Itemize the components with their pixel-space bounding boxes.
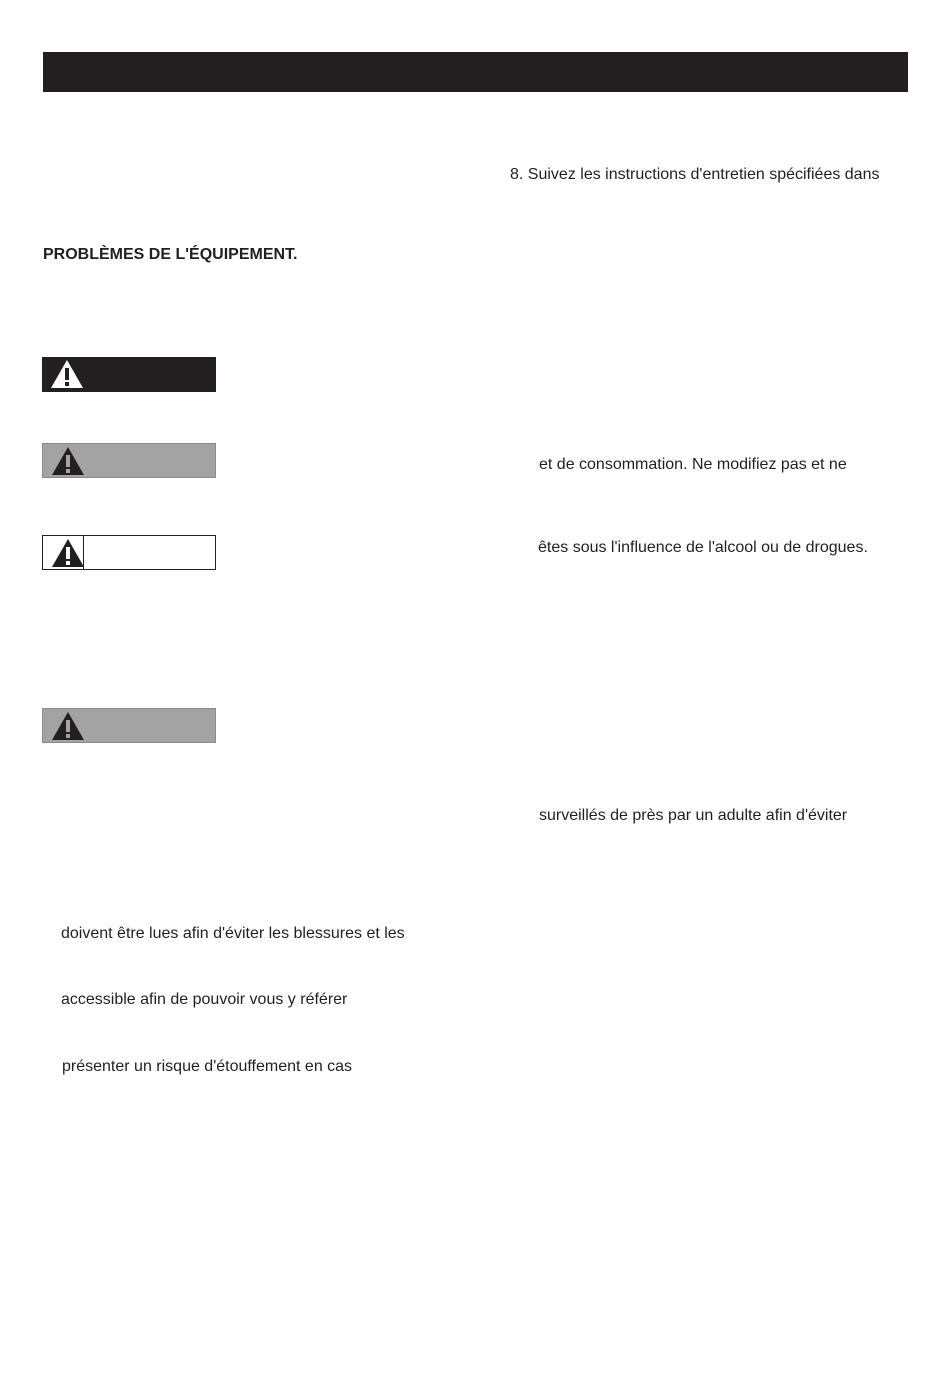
influence-text: êtes sous l'influence de l'alcool ou de drogues.: [538, 539, 868, 556]
signal-panel-caution: [42, 535, 216, 570]
item-8-text: 8. Suivez les instructions d'entretien spécifiées dans: [510, 166, 880, 183]
warning-triangle-icon: [50, 359, 84, 389]
signal-panel-danger: [42, 357, 216, 392]
accessible-text: accessible afin de pouvoir vous y référer: [61, 991, 348, 1008]
consumption-text: et de consommation. Ne modifiez pas et ne: [539, 456, 847, 473]
header-bar: [43, 52, 908, 92]
read-instructions-text: doivent être lues afin d'éviter les blessures et les: [61, 925, 405, 942]
panel-divider: [83, 536, 84, 569]
warning-triangle-icon: [51, 446, 85, 476]
warning-triangle-icon: [51, 711, 85, 741]
signal-panel-warning: [42, 443, 216, 478]
warning-triangle-icon: [51, 538, 85, 568]
section-heading: PROBLÈMES DE L'ÉQUIPEMENT.: [43, 246, 298, 263]
choking-risk-text: présenter un risque d'étouffement en cas: [62, 1058, 353, 1075]
supervision-text: surveillés de près par un adulte afin d'éviter: [539, 807, 848, 824]
signal-panel-warning-2: [42, 708, 216, 743]
